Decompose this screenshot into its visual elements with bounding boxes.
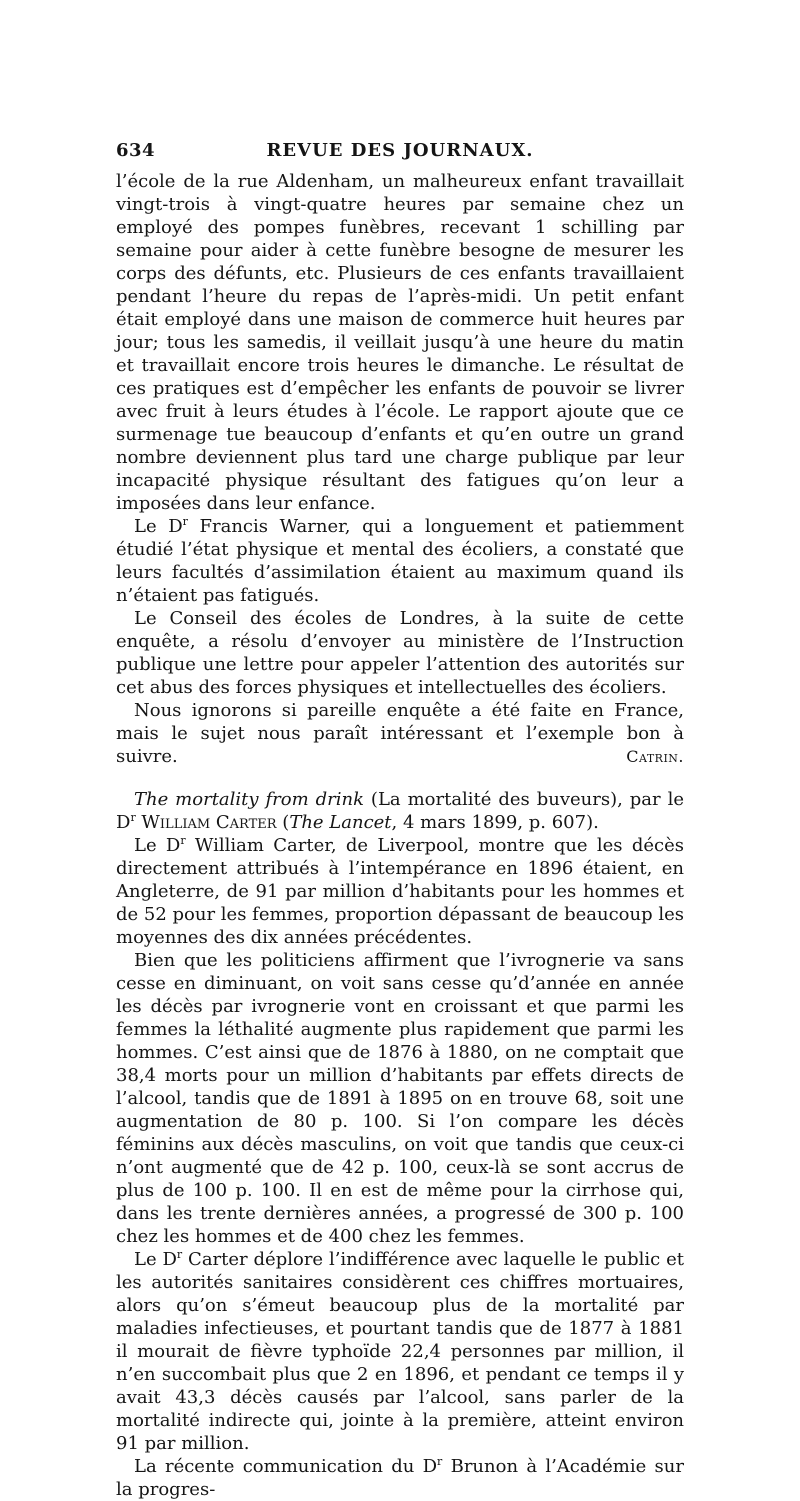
text-segment: Brunon à l’Académie sur la progres- [116, 1456, 684, 1500]
article2-paragraph-2: Bien que les politiciens affirment que l’ivrognerie va sans cesse en diminuant, on voit sans cesse qu’d’année en année les décès par ivrognerie vont en croissant et que parmi les femmes la léthalité augmente plus rapidement que parmi les hommes. C’est ainsi que de 1876 à 1880, on ne comptait que 38,4 morts pour un million d’habitants par effets directs de l’alcool, tandis que de 1891 à 1895 on en trouve 68, soit une augmentation de 80 p. 100. Si l’on compare les décès féminins aux décès masculins, on voit que tandis que ceux-ci n’ont augmenté que de 42 p. 100, ceux-là se sont accrus de plus de 100 p. 100. Il en est de même pour la cirrhose qui, dans les trente dernières années, a progressé de 300 p. 100 chez les hommes et de 400 chez les femmes. [116, 950, 684, 1247]
article1-paragraph-3: Le Conseil des écoles de Londres, à la suite de cette enquête, a résolu d’envoyer au ministère de l’Instruction publique une lettre pour appeler l’attention des autorités sur cet abus des forces physiques et intellectuelles des écoliers. [116, 608, 684, 698]
section-spacer [116, 768, 684, 788]
article2-paragraph-3 [116, 1248, 684, 1455]
text-segment: Carter déplore l’indifférence avec laquelle le public et les autorités sanitaires considèrent ces chiffres mortuaires, alors qu’on s’émeut beaucoup plus de la mortalité par maladies infectieuses, et pourtant tandis que de 1877 à 1881 il mourait de fièvre typhoïde 22,4 personnes par million, il n’en succombait plus que 2 en 1896, et pendant ce temps il y avait 43,3 décès causés par l’alcool, sans parler de la mortalité indirecte qui, jointe à la première, atteint environ 91 par million. [116, 1249, 685, 1454]
page-body [116, 170, 684, 1501]
running-title: REVUE DES JOURNAUX. [266, 140, 534, 161]
superscript: r [176, 1248, 183, 1261]
article-author: William Carter [135, 812, 277, 833]
article2-paragraph-4 [116, 1455, 684, 1501]
text-segment: Francis Warner, qui a longuement et patiemment étudié l’état physique et mental des écoliers, a constaté que leurs facultés d’assimilation étaient au maximum quand ils n’étaient pas fatigués. [116, 516, 684, 606]
page-header [116, 140, 684, 166]
text-segment: ( [276, 812, 290, 833]
author-signature: Catrin. [626, 747, 684, 766]
article2-paragraph-1 [116, 834, 684, 949]
text-segment: Le D [134, 835, 181, 856]
text-segment: (La mortalité des buveurs), par le D [116, 789, 684, 833]
article2-title [116, 788, 684, 834]
page-number: 634 [116, 140, 156, 161]
superscript: r [437, 1455, 443, 1468]
article1-paragraph-1: l’école de la rue Aldenham, un malheureux enfant travaillait vingt-trois à vingt-quatre heures par semaine chez un employé des pompes funèbres, recevant 1 schilling par semaine pour aider à cette funèbre besogne de mesurer les corps des défunts, etc. Plusieurs de ces enfants travaillaient pendant l’heure du repas de l’après-midi. Un petit enfant était employé dans une maison de commerce huit heures par jour; tous les samedis, il veillait jusqu’à une heure du matin et travaillait encore trois heures le dimanche. Le résultat de ces pratiques est d’empêcher les enfants de pouvoir se livrer avec fruit à leurs études à l’école. Le rapport ajoute que ce surmenage tue beaucoup d’enfants et qu’en outre un grand nombre deviennent plus tard une charge publique par leur incapacité physique résultant des fatigues qu’on leur a imposées dans leur enfance. [116, 171, 684, 514]
article-title-english: The mortality from drink [134, 789, 364, 810]
text-segment: William Carter, de Liverpool, montre que les décès directement attribués à l’intempérance en 1896 étaient, en Angleterre, de 91 par million d’habitants pour les hommes et de 52 pour les femmes, proportion dépassant de beaucoup les moyennes des dix années précédentes. [116, 835, 685, 948]
superscript: r [130, 811, 136, 824]
article1-paragraph-2 [116, 515, 684, 607]
text-segment: Nous ignorons si pareille enquête a été faite en France, mais le sujet nous paraît intéressant et l’exemple bon à suivre. [116, 700, 684, 767]
article1-paragraph-4 [116, 699, 684, 768]
text-segment: , 4 mars 1899, p. 607). [391, 812, 599, 833]
text-segment: Le D [134, 516, 183, 537]
journal-name: The Lancet [289, 812, 392, 833]
superscript: r [182, 515, 188, 528]
text-segment: Le D [134, 1249, 177, 1270]
superscript: r [180, 834, 186, 847]
text-segment: La récente communication du D [134, 1456, 438, 1477]
